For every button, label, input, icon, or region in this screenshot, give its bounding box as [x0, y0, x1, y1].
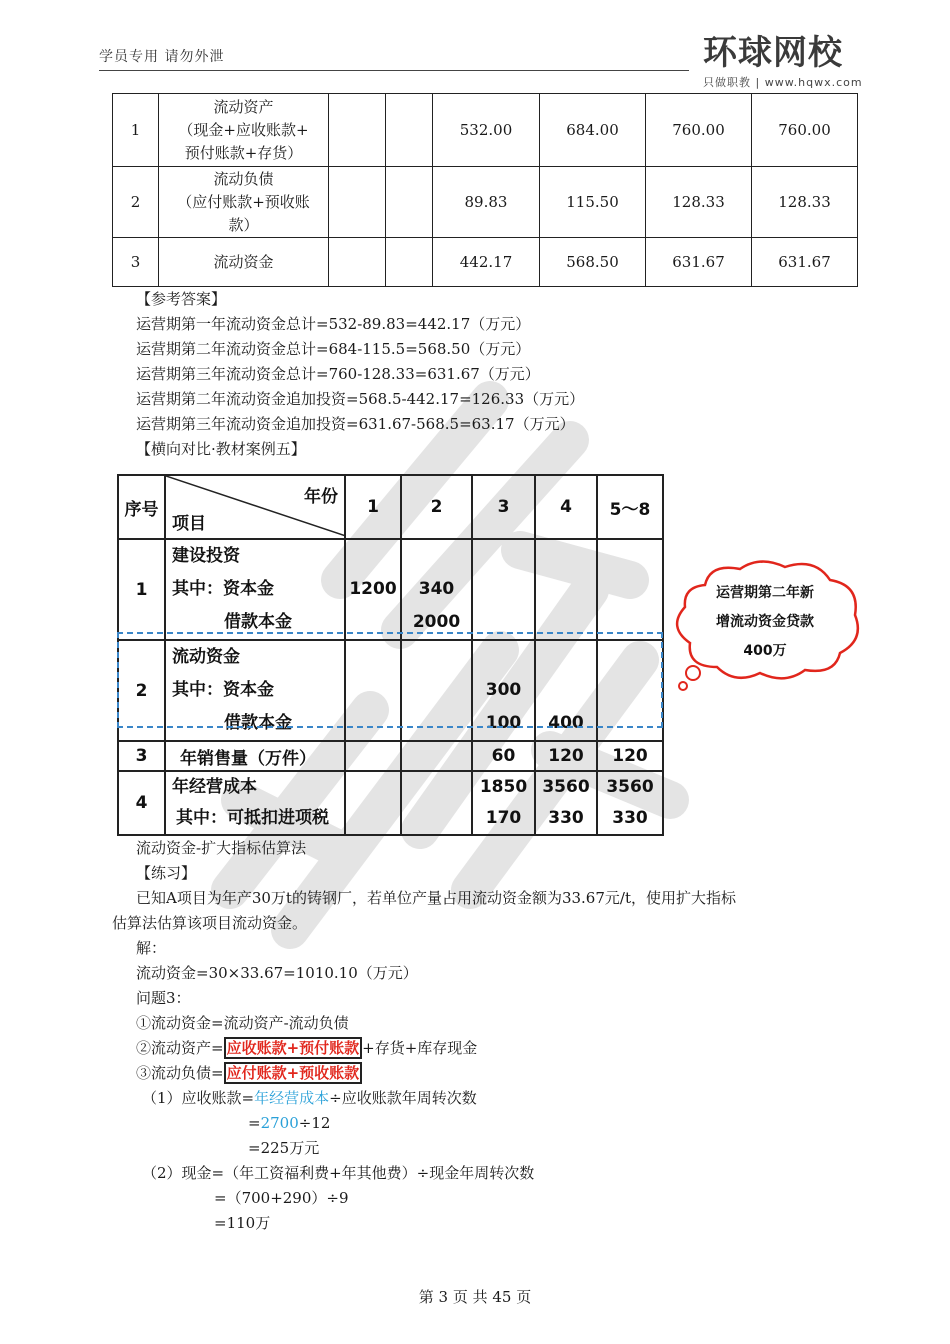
item-line: 其中：可抵扣进项税: [176, 808, 329, 828]
item-line: 借款本金: [224, 612, 292, 632]
row-number: 2: [118, 640, 165, 741]
row-number: 1: [113, 94, 159, 167]
formula-text: ②流动资产=: [136, 1039, 224, 1057]
row-item: 年销售量（万件）: [165, 741, 345, 771]
table-row: [113, 94, 858, 167]
answer-line: 运营期第三年流动资金追加投资=631.67-568.5=63.17（万元）: [136, 415, 575, 433]
calc-text: ÷应收账款年周转次数: [329, 1089, 477, 1107]
item-line: 预付账款+存货）: [184, 143, 303, 162]
row-number: 4: [118, 771, 165, 835]
formula-text: ③流动负债=: [136, 1064, 224, 1082]
calc-text: ÷12: [298, 1114, 331, 1132]
year-col-3: 3: [472, 475, 535, 539]
value: 2000: [412, 612, 461, 632]
value: 340: [418, 579, 455, 599]
question-line: 已知A项目为年产30万t的铸钢厂，若单位产量占用流动资金额为33.67元/t，使用扩大指标: [136, 889, 736, 907]
empty-cell: [345, 741, 401, 771]
value-cell: 120: [597, 741, 663, 771]
liquidity-table: [112, 93, 858, 287]
item-line: 款）: [228, 215, 259, 234]
row-item: [165, 771, 345, 835]
answer-line: 运营期第一年流动资金总计=532-89.83=442.17（万元）: [136, 315, 531, 333]
value-cell: [345, 539, 401, 640]
row-item: [165, 539, 345, 640]
empty-cell: [401, 771, 472, 835]
item-line: 流动负债: [213, 169, 274, 188]
value: 400: [548, 713, 584, 733]
table-header-row: [118, 475, 663, 539]
callout-line: 增流动资金贷款: [716, 614, 814, 630]
answer-section: [112, 287, 872, 462]
empty-cell: [472, 539, 535, 640]
value-cell: 760.00: [752, 94, 858, 167]
value: 1850: [479, 777, 528, 797]
table-row: [118, 741, 663, 771]
calc-text: （1）应收账款=: [142, 1089, 255, 1107]
value: 330: [548, 808, 584, 828]
header-rule: [99, 70, 689, 71]
callout-line: 运营期第二年新: [716, 585, 814, 601]
value-cell: 120: [535, 741, 597, 771]
value-cell: 684.00: [540, 94, 646, 167]
value-cell: 442.17: [433, 238, 540, 287]
callout-line: 400万: [743, 643, 787, 659]
case-table-figure: [117, 474, 664, 836]
empty-cell: [597, 539, 663, 640]
formula-text: +存货+库存现金: [362, 1039, 478, 1057]
brand-logo: [703, 34, 873, 94]
calc-line: =（700+290）÷9: [214, 1189, 349, 1207]
calc-text: =: [248, 1114, 261, 1132]
value-cell: 568.50: [540, 238, 646, 287]
formula-line: [112, 1061, 872, 1086]
calc-line: [112, 1111, 872, 1136]
value: 300: [485, 680, 522, 700]
row-item: [159, 167, 329, 238]
calc-blue-text: 年经营成本: [254, 1089, 330, 1107]
calc-line: （2）现金=（年工资福利费+年其他费）÷现金年周转次数: [142, 1164, 535, 1182]
highlight-text: 应付账款+预收账款: [224, 1062, 363, 1084]
practice-heading: 【练习】: [136, 864, 197, 882]
item-line: 其中：资本金: [172, 680, 274, 700]
logo-text: 环球网校: [703, 33, 843, 73]
page-number: 第 3 页 共 45 页: [418, 1288, 532, 1306]
empty-cell: [386, 238, 433, 287]
row-number: 2: [113, 167, 159, 238]
row-item: [159, 94, 329, 167]
answer-line: 运营期第二年流动资金总计=684-115.5=568.50（万元）: [136, 340, 531, 358]
item-line: 流动资金: [172, 647, 240, 667]
table-row: [113, 167, 858, 238]
empty-cell: [386, 167, 433, 238]
question-line: 估算法估算该项目流动资金。: [112, 914, 308, 932]
value: 3560: [542, 777, 590, 797]
method-title: 流动资金-扩大指标估算法: [136, 839, 307, 857]
year-col-4: 4: [535, 475, 597, 539]
item-line: （现金+应收账款+: [178, 120, 309, 139]
value-cell: 631.67: [646, 238, 752, 287]
value-cell: 532.00: [433, 94, 540, 167]
calc-line: =110万: [214, 1214, 271, 1232]
item-line: 建设投资: [172, 546, 240, 566]
item-line: 年经营成本: [172, 777, 257, 797]
row-item: [159, 238, 329, 287]
value-cell: 128.33: [646, 167, 752, 238]
highlight-dashed-box: [117, 632, 663, 728]
highlight-text: 应收账款+预付账款: [224, 1037, 363, 1059]
value: 330: [612, 808, 648, 828]
year-col-2: 2: [401, 475, 472, 539]
empty-cell: [329, 238, 386, 287]
logo-subtitle: 只做职教 | www.hqwx.com: [703, 76, 863, 89]
table-row: [118, 771, 663, 835]
value-cell: [597, 771, 663, 835]
row-number: 1: [118, 539, 165, 640]
formula-line: ①流动资金=流动资产-流动负债: [136, 1014, 349, 1032]
item-line: 流动资产: [213, 97, 274, 116]
value-cell: [535, 771, 597, 835]
item-line: 流动资金: [213, 252, 274, 271]
value-cell: 128.33: [752, 167, 858, 238]
item-line: 借款本金: [224, 713, 292, 733]
answer-heading: 【参考答案】: [136, 290, 227, 308]
value-cell: 60: [472, 741, 535, 771]
value-cell: 115.50: [540, 167, 646, 238]
solution-calc: 流动资金=30×33.67=1010.10（万元）: [136, 964, 418, 982]
formula-line: [112, 1036, 872, 1061]
value: 3560: [606, 777, 654, 797]
empty-cell: [329, 167, 386, 238]
empty-cell: [345, 771, 401, 835]
case-heading: 【横向对比·教材案例五】: [136, 440, 306, 458]
empty-cell: [401, 741, 472, 771]
value-cell: 631.67: [752, 238, 858, 287]
calc-line: =225万元: [248, 1139, 320, 1157]
value-cell: 89.83: [433, 167, 540, 238]
header-no: 序号: [118, 475, 165, 539]
value: 170: [485, 808, 522, 828]
item-line: 其中：资本金: [172, 579, 274, 599]
year-col-5: 5～8: [597, 475, 663, 539]
value-cell: [401, 539, 472, 640]
calc-line: [112, 1086, 872, 1111]
row-number: 3: [113, 238, 159, 287]
value: 100: [485, 713, 522, 733]
empty-cell: [329, 94, 386, 167]
answer-line: 运营期第二年流动资金追加投资=568.5-442.17=126.33（万元）: [136, 390, 585, 408]
header-item: 项目: [172, 514, 206, 534]
header-notice: 学员专用 请勿外泄: [99, 49, 225, 65]
table-row: [113, 238, 858, 287]
header-diagonal-cell: [165, 475, 345, 539]
empty-cell: [535, 539, 597, 640]
value-cell: 760.00: [646, 94, 752, 167]
answer-line: 运营期第三年流动资金总计=760-128.33=631.67（万元）: [136, 365, 540, 383]
table-row: [118, 539, 663, 640]
question3-label: 问题3：: [136, 989, 191, 1007]
calc-blue-text: 2700: [260, 1114, 299, 1132]
callout-cloud: [665, 555, 865, 695]
practice-section: [112, 836, 872, 1236]
value-cell: [472, 771, 535, 835]
solution-label: 解：: [136, 939, 167, 957]
year-col-1: 1: [345, 475, 401, 539]
item-line: （应付账款+预收账: [177, 192, 310, 211]
value: 1200: [349, 579, 397, 599]
row-number: 3: [118, 741, 165, 771]
header-year: 年份: [304, 487, 338, 507]
empty-cell: [386, 94, 433, 167]
